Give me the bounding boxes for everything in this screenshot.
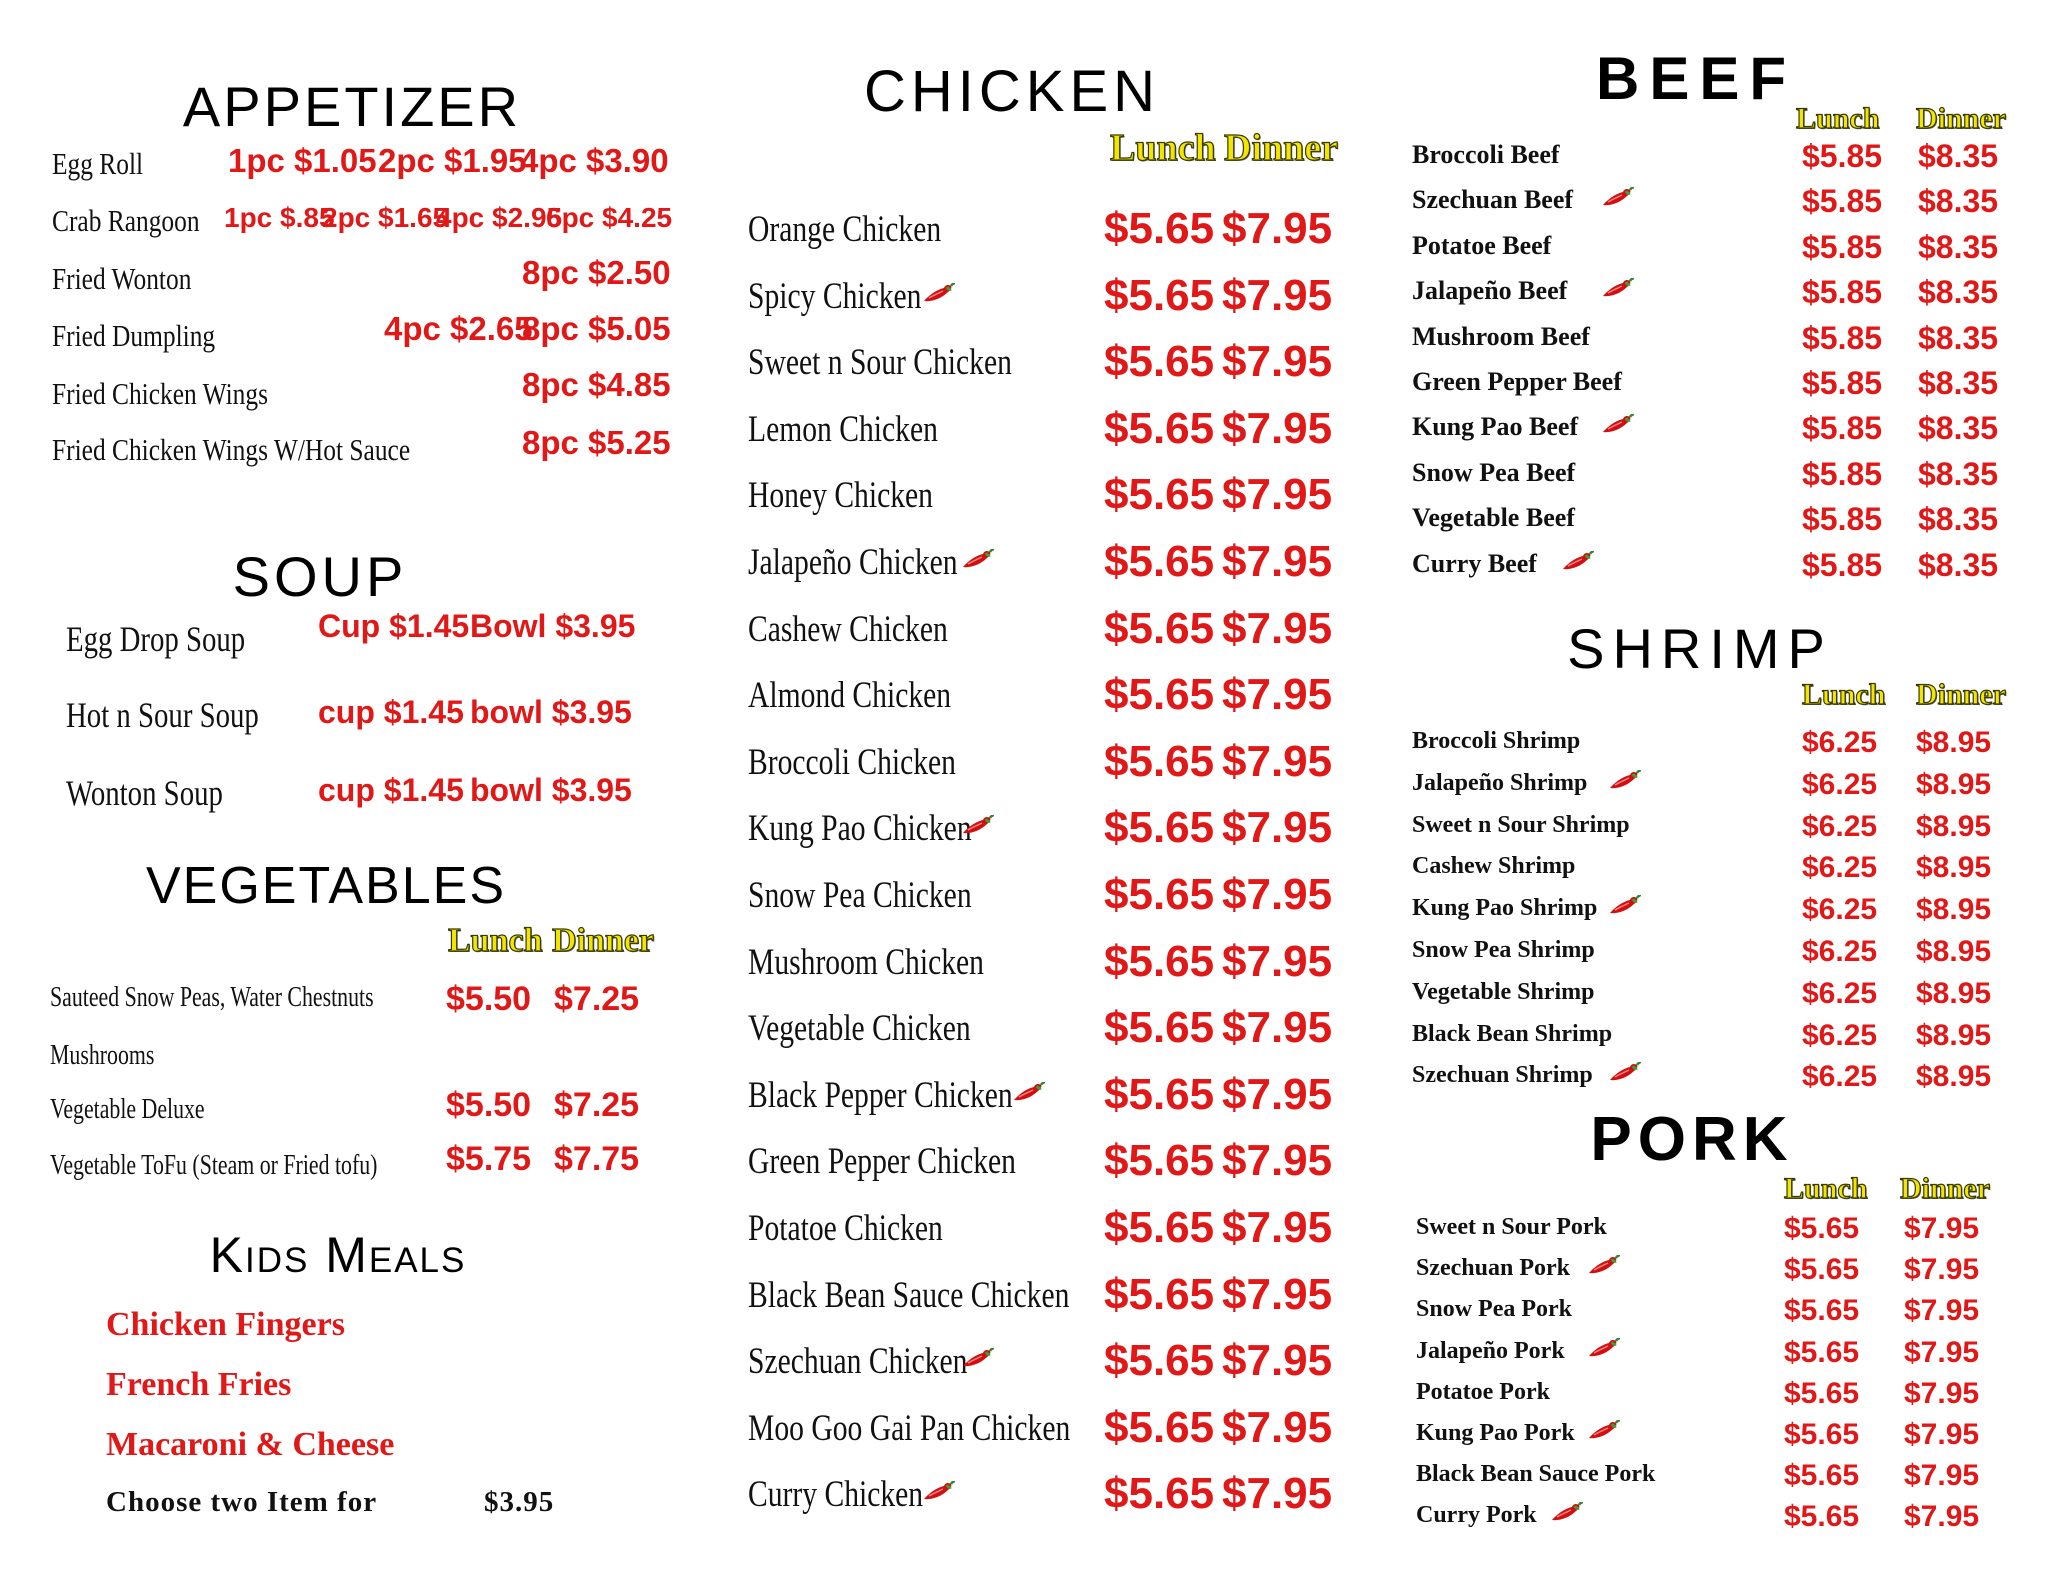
item-name: Egg Drop Soup <box>66 619 246 659</box>
dinner-price: $7.95 <box>1222 204 1333 253</box>
dinner-price: $7.95 <box>1904 1294 1980 1328</box>
dinner-price: $7.95 <box>1222 603 1333 653</box>
item-price: 2pc $1.65 <box>322 202 449 233</box>
pork-title: PORK <box>1590 1105 1794 1174</box>
list-item <box>52 432 489 468</box>
item-name: Black Bean Shrimp <box>1412 1020 1613 1047</box>
lunch-header: Lunch <box>1796 102 1880 135</box>
chili-pepper-icon <box>960 1348 994 1375</box>
dinner-price: $7.95 <box>1222 1069 1333 1119</box>
chili-pepper-icon <box>960 549 994 576</box>
item-price: 2pc $1.95 <box>378 142 527 179</box>
chili-pepper-icon <box>1549 1502 1583 1529</box>
item-price: 4pc $2.65 <box>384 310 533 347</box>
chili-pepper-icon <box>1600 187 1634 214</box>
item-name: Vegetable Chicken <box>748 1008 971 1050</box>
dinner-price: $8.35 <box>1918 365 1999 401</box>
item-name: Vegetable Deluxe <box>50 1094 205 1125</box>
item-price: cup $1.45 <box>318 694 464 730</box>
dinner-price: $8.35 <box>1918 501 1999 538</box>
item-price: bowl $3.95 <box>470 694 632 730</box>
lunch-price: $6.25 <box>1802 976 1878 1010</box>
item-price: $7.75 <box>554 1140 640 1178</box>
dinner-price: $7.95 <box>1222 537 1333 586</box>
list-item <box>1412 770 1587 797</box>
dinner-price: $8.95 <box>1916 1060 1992 1094</box>
lunch-price: $5.65 <box>1784 1294 1860 1328</box>
list-item <box>1412 140 1560 170</box>
item-name: Fried Dumpling <box>52 318 216 353</box>
list-item <box>52 376 315 412</box>
list-item <box>1412 937 1595 964</box>
item-name: Fried Chicken Wings <box>52 376 268 411</box>
item-name: Almond Chicken <box>748 675 952 717</box>
dinner-price: $8.35 <box>1918 138 1999 174</box>
list-item <box>748 1407 1151 1450</box>
kids-offer-price: $3.95 <box>484 1486 555 1518</box>
chili-pepper-icon <box>1600 414 1634 441</box>
dinner-header: Dinner <box>1900 1172 1990 1205</box>
item-name: Crab Rangoon <box>52 203 200 238</box>
list-item <box>748 1274 1150 1317</box>
item-name: Jalapeño Beef <box>1412 276 1568 306</box>
item-name: Broccoli Chicken <box>748 741 956 783</box>
list-item <box>1412 1021 1612 1048</box>
dinner-price: $8.35 <box>1918 319 1999 356</box>
dinner-price: $7.95 <box>1222 670 1333 720</box>
list-item <box>1412 853 1575 880</box>
list-item: Chicken Fingers <box>106 1306 345 1343</box>
list-item <box>748 474 979 517</box>
lunch-price: $5.65 <box>1104 403 1215 453</box>
item-name: Moo Goo Gai Pan Chicken <box>748 1407 1071 1449</box>
lunch-price: $5.85 <box>1802 365 1883 401</box>
item-name: Fried Wonton <box>52 261 192 296</box>
list-item <box>748 341 1078 384</box>
chili-pepper-icon <box>921 1481 955 1508</box>
dinner-price: $7.95 <box>1222 1136 1333 1186</box>
lunch-price: $5.85 <box>1802 319 1883 356</box>
list-item <box>748 741 1008 784</box>
item-name: Lemon Chicken <box>748 408 938 450</box>
lunch-price: $5.65 <box>1104 270 1215 320</box>
item-name: Mushroom Beef <box>1412 321 1590 351</box>
lunch-price: $5.65 <box>1104 1136 1215 1186</box>
item-price: $5.75 <box>446 1140 532 1178</box>
item-price: 6pc $4.25 <box>546 202 673 233</box>
item-name: Vegetable Beef <box>1412 503 1575 533</box>
lunch-price: $5.65 <box>1104 537 1215 586</box>
list-item <box>1416 1379 1550 1406</box>
dinner-price: $8.35 <box>1918 455 1999 492</box>
item-price: bowl $3.95 <box>470 772 632 808</box>
dinner-price: $7.95 <box>1222 1003 1333 1053</box>
item-name: Hot n Sour Soup <box>66 695 259 735</box>
lunch-price: $5.65 <box>1104 736 1215 786</box>
lunch-price: $5.65 <box>1784 1376 1860 1410</box>
item-name: Kung Pao Pork <box>1416 1420 1575 1446</box>
lunch-price: $5.65 <box>1784 1459 1860 1493</box>
list-item <box>66 694 307 736</box>
chili-pepper-icon <box>1607 1062 1641 1089</box>
chili-pepper-icon <box>1586 1338 1620 1365</box>
dinner-price: $7.95 <box>1904 1418 1980 1451</box>
item-name: Szechuan Pork <box>1416 1255 1571 1282</box>
lunch-price: $6.25 <box>1802 851 1878 885</box>
chili-pepper-icon <box>1607 895 1641 922</box>
lunch-price: $5.65 <box>1104 204 1215 253</box>
dinner-price: $7.95 <box>1904 1500 1980 1534</box>
lunch-price: $5.65 <box>1104 603 1215 653</box>
chili-pepper-icon <box>1600 278 1634 305</box>
item-name: Cashew Shrimp <box>1412 853 1576 880</box>
kids-meals-title: Kids Meals <box>209 1227 467 1283</box>
list-item <box>50 982 465 1014</box>
item-price: 1pc $1.05 <box>228 142 377 179</box>
item-name: Sweet n Sour Pork <box>1416 1214 1607 1240</box>
chicken-title: CHICKEN <box>863 59 1161 124</box>
dinner-price: $8.95 <box>1916 767 1992 801</box>
list-item <box>52 146 163 182</box>
list-item <box>1416 1502 1537 1529</box>
item-name: Snow Pea Chicken <box>748 875 972 916</box>
item-name: Vegetable ToFu (Steam or Fried tofu) <box>50 1150 378 1181</box>
item-price: 8pc $4.85 <box>522 366 671 403</box>
lunch-price: $5.65 <box>1104 670 1215 720</box>
dinner-price: $8.95 <box>1916 893 1992 927</box>
item-name: Sauteed Snow Peas, Water Chestnuts <box>50 982 374 1013</box>
list-item <box>748 1140 1083 1183</box>
lunch-price: $5.65 <box>1104 1402 1215 1452</box>
beef-title: BEEF <box>1595 45 1797 112</box>
dinner-price: $8.35 <box>1918 546 1999 583</box>
item-name: Snow Pea Beef <box>1412 457 1576 487</box>
lunch-price: $5.85 <box>1802 501 1883 538</box>
item-name: Green Pepper Beef <box>1412 367 1622 396</box>
dinner-price: $8.95 <box>1916 976 1992 1010</box>
item-name: Szechuan Shrimp <box>1412 1062 1593 1089</box>
list-item <box>748 608 998 651</box>
dinner-price: $7.95 <box>1222 1469 1333 1519</box>
item-name: Szechuan Beef <box>1412 185 1574 215</box>
lunch-header: Lunch <box>1110 127 1216 169</box>
item-name: Mushroom Chicken <box>748 941 984 983</box>
lunch-price: $5.65 <box>1104 1469 1215 1519</box>
list-item <box>1412 895 1597 922</box>
list-item <box>1416 1214 1607 1241</box>
list-item <box>1412 812 1630 839</box>
shrimp-title: SHRIMP <box>1567 617 1833 680</box>
list-item <box>1412 1062 1593 1089</box>
lunch-price: $6.25 <box>1802 893 1878 927</box>
list-item <box>748 208 989 251</box>
list-item <box>52 318 251 354</box>
lunch-price: $5.65 <box>1784 1253 1860 1287</box>
item-price: cup $1.45 <box>318 772 464 808</box>
list-item <box>1412 231 1551 261</box>
item-name: Snow Pea Shrimp <box>1412 937 1595 963</box>
vegetables-title: VEGETABLES <box>145 857 507 915</box>
item-name: Broccoli Beef <box>1412 140 1560 169</box>
list-item <box>50 1094 248 1126</box>
list-item <box>1416 1296 1572 1323</box>
item-name: Snow Pea Pork <box>1416 1296 1572 1323</box>
list-item <box>50 1150 470 1182</box>
list-item <box>1412 185 1573 215</box>
item-name: Honey Chicken <box>748 475 933 517</box>
list-item <box>748 1207 992 1250</box>
chili-pepper-icon <box>1560 551 1594 578</box>
dinner-price: $8.35 <box>1918 410 1999 447</box>
list-item <box>1416 1338 1565 1365</box>
dinner-price: $7.95 <box>1222 470 1333 520</box>
item-price: $7.25 <box>554 1086 640 1124</box>
list-item <box>50 1040 184 1072</box>
item-price: 8pc $5.25 <box>522 424 671 461</box>
lunch-header: Lunch <box>1784 1172 1868 1205</box>
lunch-price: $5.65 <box>1104 470 1215 520</box>
item-name: Kung Pao Beef <box>1412 412 1579 442</box>
lunch-price: $5.85 <box>1802 183 1883 220</box>
item-name: Fried Chicken Wings W/Hot Sauce <box>52 432 411 467</box>
lunch-price: $5.65 <box>1784 1335 1860 1369</box>
lunch-price: $5.65 <box>1104 936 1215 986</box>
list-item <box>52 261 222 297</box>
item-price: $5.50 <box>446 1086 532 1124</box>
dinner-price: $7.95 <box>1222 1269 1333 1319</box>
lunch-price: $5.65 <box>1104 870 1215 919</box>
dinner-price: $8.35 <box>1918 274 1999 311</box>
item-name: Black Bean Sauce Pork <box>1416 1461 1656 1488</box>
lunch-price: $5.85 <box>1802 455 1883 492</box>
item-name: Black Pepper Chicken <box>748 1074 1013 1116</box>
item-price: Bowl $3.95 <box>470 608 636 644</box>
dinner-price: $7.95 <box>1222 270 1333 320</box>
dinner-price: $7.95 <box>1904 1335 1980 1369</box>
lunch-price: $5.65 <box>1104 1269 1215 1319</box>
dinner-price: $8.95 <box>1916 935 1992 968</box>
item-name: Spicy Chicken <box>748 275 922 317</box>
list-item <box>1412 367 1622 397</box>
dinner-price: $7.95 <box>1222 1336 1333 1386</box>
lunch-price: $5.65 <box>1784 1418 1860 1451</box>
item-name: Green Pepper Chicken <box>748 1141 1016 1183</box>
lunch-price: $6.25 <box>1802 1060 1878 1094</box>
item-price: Cup $1.45 <box>318 608 470 644</box>
item-name: Kung Pao Shrimp <box>1412 895 1598 922</box>
dinner-price: $7.95 <box>1222 1402 1333 1452</box>
lunch-price: $5.85 <box>1802 228 1883 265</box>
dinner-price: $7.95 <box>1222 403 1333 453</box>
item-name: Sweet n Sour Shrimp <box>1412 811 1630 838</box>
list-item <box>1412 503 1575 533</box>
dinner-price: $7.95 <box>1904 1212 1980 1245</box>
dinner-price: $8.95 <box>1916 1018 1992 1052</box>
list-item <box>52 203 232 239</box>
item-price: 8pc $5.05 <box>522 310 671 347</box>
dinner-header: Dinner <box>1916 678 2006 711</box>
dinner-price: $8.35 <box>1918 228 1999 265</box>
list-item: Macaroni & Cheese <box>106 1426 395 1463</box>
dinner-price: $7.95 <box>1222 803 1333 853</box>
lunch-price: $5.85 <box>1802 274 1883 311</box>
item-name: Szechuan Chicken <box>748 1341 968 1383</box>
dinner-price: $8.95 <box>1916 809 1992 843</box>
lunch-price: $5.65 <box>1104 1203 1215 1252</box>
item-price: 8pc $2.50 <box>522 254 671 291</box>
lunch-price: $5.85 <box>1802 410 1883 447</box>
lunch-price: $5.65 <box>1104 1336 1215 1386</box>
dinner-price: $8.95 <box>1916 851 1992 885</box>
item-price: 1pc $.85 <box>224 202 335 233</box>
list-item <box>66 772 262 814</box>
item-name: Egg Roll <box>52 146 144 181</box>
dinner-header: Dinner <box>1916 102 2006 135</box>
list-item <box>748 874 1028 917</box>
item-price: 4pc $2.95 <box>436 202 563 233</box>
soup-title: SOUP <box>232 545 408 608</box>
list-item <box>1416 1255 1570 1282</box>
lunch-header: Lunch <box>1802 678 1886 711</box>
dinner-price: $7.95 <box>1222 870 1333 919</box>
item-name: Curry Pork <box>1416 1502 1537 1529</box>
appetizer-title: APPETIZER <box>182 75 522 138</box>
list-item <box>1416 1420 1575 1447</box>
dinner-price: $8.35 <box>1918 183 1999 220</box>
item-name: Potatoe Chicken <box>748 1208 943 1249</box>
list-item <box>1412 458 1575 488</box>
item-name: Curry Beef <box>1412 548 1537 578</box>
item-name: Jalapeño Pork <box>1416 1337 1565 1364</box>
item-price: $5.50 <box>446 980 532 1018</box>
item-name: Orange Chicken <box>748 209 942 250</box>
list-item <box>1416 1461 1655 1488</box>
list-item <box>1412 728 1580 755</box>
list-item <box>748 408 985 451</box>
item-name: Potatoe Pork <box>1416 1378 1550 1405</box>
lunch-price: $5.65 <box>1104 803 1215 853</box>
lunch-price: $6.25 <box>1802 726 1878 759</box>
item-name: Black Bean Sauce Chicken <box>748 1274 1070 1316</box>
chili-pepper-icon <box>1586 1420 1620 1447</box>
list-item <box>748 941 1043 984</box>
dinner-header: Dinner <box>552 922 654 959</box>
list-item: French Fries <box>106 1366 292 1403</box>
chili-pepper-icon <box>1607 770 1641 797</box>
dinner-header: Dinner <box>1224 127 1338 169</box>
dinner-price: $7.95 <box>1904 1376 1980 1410</box>
lunch-price: $6.25 <box>1802 809 1878 843</box>
item-name: Cashew Chicken <box>748 608 948 650</box>
item-name: Curry Chicken <box>748 1474 924 1516</box>
lunch-price: $6.25 <box>1802 767 1878 801</box>
lunch-price: $5.65 <box>1104 337 1215 387</box>
chili-pepper-icon <box>960 815 994 842</box>
lunch-price: $5.65 <box>1784 1212 1860 1245</box>
chili-pepper-icon <box>1011 1082 1045 1109</box>
list-item <box>66 618 290 660</box>
list-item <box>1412 549 1537 579</box>
dinner-price: $7.95 <box>1222 936 1333 986</box>
item-price: 4pc $3.90 <box>520 142 669 179</box>
lunch-price: $5.65 <box>1784 1500 1860 1534</box>
lunch-header: Lunch <box>448 922 543 959</box>
lunch-price: $5.65 <box>1104 1069 1215 1119</box>
kids-offer-text: Choose two Item for <box>106 1486 378 1518</box>
dinner-price: $7.95 <box>1222 736 1333 786</box>
item-name: Mushrooms <box>50 1040 155 1071</box>
item-name: Vegetable Shrimp <box>1412 978 1595 1005</box>
lunch-price: $5.65 <box>1104 1003 1215 1053</box>
list-item <box>1412 412 1578 442</box>
lunch-price: $5.85 <box>1802 546 1883 583</box>
list-item <box>1412 322 1590 352</box>
list-item <box>748 674 1002 717</box>
lunch-price: $6.25 <box>1802 935 1878 968</box>
item-name: Potatoe Beef <box>1412 230 1552 260</box>
list-item <box>1412 276 1567 306</box>
dinner-price: $7.95 <box>1904 1459 1980 1493</box>
lunch-price: $6.25 <box>1802 1018 1878 1052</box>
dinner-price: $7.95 <box>1222 1203 1333 1252</box>
dinner-price: $7.95 <box>1222 337 1333 387</box>
item-name: Jalapeño Chicken <box>748 542 958 583</box>
chili-pepper-icon <box>1586 1255 1620 1282</box>
item-name: Sweet n Sour Chicken <box>748 342 1012 384</box>
item-price: $7.25 <box>554 980 640 1018</box>
dinner-price: $8.95 <box>1916 726 1992 759</box>
item-name: Jalapeño Shrimp <box>1412 769 1588 796</box>
lunch-price: $5.85 <box>1802 138 1883 174</box>
list-item <box>748 1007 1026 1050</box>
list-item <box>1412 979 1594 1006</box>
item-name: Wonton Soup <box>66 773 223 813</box>
chili-pepper-icon <box>921 283 955 310</box>
item-name: Kung Pao Chicken <box>748 808 972 850</box>
dinner-price: $7.95 <box>1904 1253 1980 1287</box>
item-name: Broccoli Shrimp <box>1412 728 1581 754</box>
